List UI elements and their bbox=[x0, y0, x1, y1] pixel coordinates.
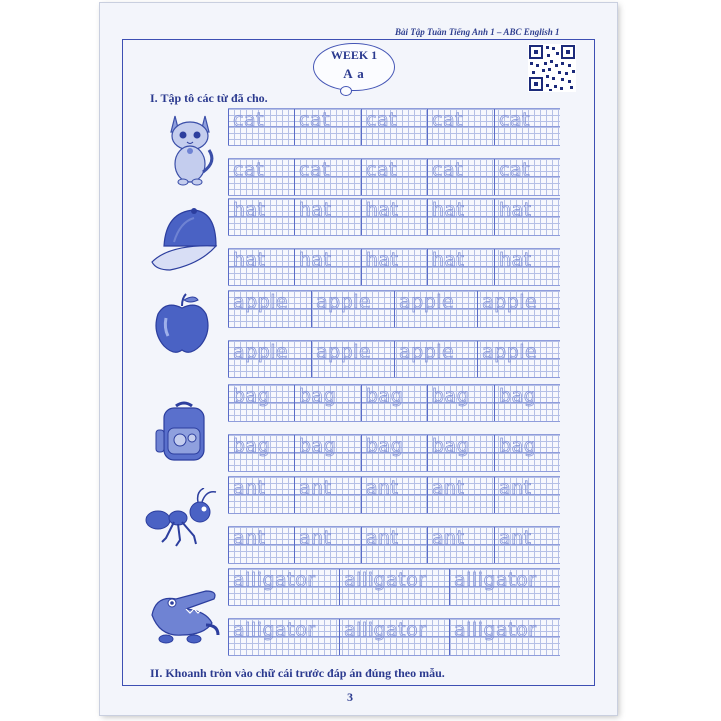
tracing-grid-apple-1 bbox=[228, 290, 560, 328]
apple-icon bbox=[152, 292, 222, 362]
trace-word[interactable]: ant bbox=[299, 527, 332, 549]
trace-word[interactable]: bag bbox=[366, 385, 404, 407]
section-2-title: II. Khoanh tròn vào chữ cái trước đáp án đúng theo mẫu. bbox=[150, 666, 445, 680]
trace-word[interactable]: apple bbox=[233, 341, 289, 363]
trace-word[interactable]: apple bbox=[482, 291, 538, 313]
tracing-grid-hat-1 bbox=[228, 198, 560, 236]
trace-word[interactable]: bag bbox=[299, 435, 337, 457]
tracing-grid-bag-2 bbox=[228, 434, 560, 472]
trace-slot bbox=[311, 291, 395, 327]
trace-word[interactable]: bag bbox=[432, 385, 470, 407]
trace-word[interactable]: bag bbox=[366, 435, 404, 457]
trace-word[interactable]: hat bbox=[233, 249, 266, 271]
trace-slot bbox=[361, 435, 428, 471]
trace-slot bbox=[361, 159, 428, 195]
trace-word[interactable]: cat bbox=[299, 159, 331, 181]
trace-slot bbox=[228, 109, 295, 145]
trace-slot bbox=[494, 109, 561, 145]
trace-slot bbox=[394, 291, 478, 327]
trace-slot bbox=[228, 249, 295, 285]
trace-slot bbox=[449, 569, 561, 605]
trace-slot bbox=[228, 569, 340, 605]
trace-word[interactable]: cat bbox=[366, 109, 398, 131]
page-number: 3 bbox=[347, 690, 353, 704]
backpack-icon bbox=[154, 400, 224, 470]
trace-slot bbox=[294, 527, 361, 563]
trace-slot bbox=[427, 249, 494, 285]
trace-word[interactable]: alligator bbox=[454, 619, 537, 641]
qr-code-graphic bbox=[528, 44, 576, 92]
trace-slot bbox=[494, 435, 561, 471]
trace-slot bbox=[294, 199, 361, 235]
trace-slot bbox=[294, 477, 361, 513]
trace-slot bbox=[228, 477, 295, 513]
trace-word[interactable]: hat bbox=[432, 249, 465, 271]
trace-word[interactable]: cat bbox=[499, 109, 531, 131]
trace-word[interactable]: ant bbox=[233, 477, 266, 499]
trace-slot bbox=[427, 435, 494, 471]
trace-word[interactable]: cat bbox=[499, 159, 531, 181]
trace-slot bbox=[228, 159, 295, 195]
trace-word[interactable]: hat bbox=[499, 199, 532, 221]
trace-word[interactable]: hat bbox=[499, 249, 532, 271]
trace-slot bbox=[361, 109, 428, 145]
trace-word[interactable]: cat bbox=[432, 159, 464, 181]
trace-slot bbox=[294, 435, 361, 471]
trace-word[interactable]: bag bbox=[233, 435, 271, 457]
trace-word[interactable]: ant bbox=[366, 527, 399, 549]
trace-word[interactable]: hat bbox=[366, 199, 399, 221]
trace-word[interactable]: alligator bbox=[344, 619, 427, 641]
tracing-grid-alligator-2 bbox=[228, 618, 560, 656]
trace-slot bbox=[361, 527, 428, 563]
trace-slot bbox=[427, 199, 494, 235]
running-header: Bài Tập Tuần Tiếng Anh 1 – ABC English 1 bbox=[395, 27, 560, 37]
trace-word[interactable]: ant bbox=[499, 527, 532, 549]
trace-word[interactable]: hat bbox=[233, 199, 266, 221]
trace-slot bbox=[361, 249, 428, 285]
trace-slot bbox=[228, 527, 295, 563]
trace-word[interactable]: apple bbox=[316, 291, 372, 313]
trace-slot bbox=[228, 341, 312, 377]
trace-word[interactable]: apple bbox=[482, 341, 538, 363]
trace-word[interactable]: apple bbox=[399, 341, 455, 363]
trace-slot bbox=[228, 199, 295, 235]
trace-word[interactable]: hat bbox=[366, 249, 399, 271]
tracing-grid-bag-1 bbox=[228, 384, 560, 422]
trace-word[interactable]: bag bbox=[499, 435, 537, 457]
trace-word[interactable]: hat bbox=[299, 249, 332, 271]
trace-word[interactable]: hat bbox=[299, 199, 332, 221]
trace-word[interactable]: ant bbox=[299, 477, 332, 499]
tracing-grid-ant-1 bbox=[228, 476, 560, 514]
trace-word[interactable]: bag bbox=[299, 385, 337, 407]
section-1-title: I. Tập tô các từ đã cho. bbox=[150, 91, 268, 105]
trace-slot bbox=[494, 159, 561, 195]
tracing-grid-alligator-1 bbox=[228, 568, 560, 606]
hat-icon bbox=[150, 202, 220, 272]
trace-word[interactable]: alligator bbox=[233, 619, 316, 641]
trace-word[interactable]: cat bbox=[233, 109, 265, 131]
tracing-grid-cat-1 bbox=[228, 108, 560, 146]
trace-word[interactable]: cat bbox=[299, 109, 331, 131]
trace-slot bbox=[228, 385, 295, 421]
trace-slot bbox=[394, 341, 478, 377]
trace-word[interactable]: bag bbox=[499, 385, 537, 407]
trace-slot bbox=[427, 109, 494, 145]
trace-word[interactable]: hat bbox=[432, 199, 465, 221]
trace-slot bbox=[494, 477, 561, 513]
trace-word[interactable]: apple bbox=[399, 291, 455, 313]
tracing-grid-apple-2 bbox=[228, 340, 560, 378]
trace-word[interactable]: ant bbox=[366, 477, 399, 499]
trace-slot bbox=[294, 385, 361, 421]
letter-label: A a bbox=[343, 66, 365, 81]
cat-icon bbox=[157, 106, 227, 176]
trace-slot bbox=[494, 249, 561, 285]
trace-word[interactable]: bag bbox=[432, 435, 470, 457]
ant-icon bbox=[144, 488, 214, 558]
trace-slot bbox=[427, 477, 494, 513]
trace-slot bbox=[294, 159, 361, 195]
trace-slot bbox=[494, 199, 561, 235]
trace-slot bbox=[294, 109, 361, 145]
trace-slot bbox=[427, 159, 494, 195]
trace-word[interactable]: cat bbox=[432, 109, 464, 131]
trace-slot bbox=[311, 341, 395, 377]
trace-word[interactable]: alligator bbox=[344, 569, 427, 591]
trace-slot bbox=[339, 569, 451, 605]
trace-slot bbox=[494, 527, 561, 563]
trace-slot bbox=[361, 385, 428, 421]
alligator-icon bbox=[146, 585, 216, 655]
trace-word[interactable]: apple bbox=[233, 291, 289, 313]
trace-word[interactable]: alligator bbox=[233, 569, 316, 591]
trace-word[interactable]: ant bbox=[432, 527, 465, 549]
trace-word[interactable]: cat bbox=[233, 159, 265, 181]
trace-slot bbox=[427, 527, 494, 563]
tracing-grid-hat-2 bbox=[228, 248, 560, 286]
trace-slot bbox=[294, 249, 361, 285]
qr-code-icon[interactable] bbox=[528, 44, 576, 92]
trace-word[interactable]: ant bbox=[432, 477, 465, 499]
trace-slot bbox=[361, 199, 428, 235]
week-label: WEEK 1 bbox=[330, 48, 378, 62]
trace-slot bbox=[477, 291, 561, 327]
trace-word[interactable]: alligator bbox=[454, 569, 537, 591]
trace-slot bbox=[339, 619, 451, 655]
tracing-grid-cat-2 bbox=[228, 158, 560, 196]
trace-slot bbox=[361, 477, 428, 513]
trace-slot bbox=[449, 619, 561, 655]
tracing-grid-ant-2 bbox=[228, 526, 560, 564]
trace-word[interactable]: cat bbox=[366, 159, 398, 181]
trace-word[interactable]: ant bbox=[233, 527, 266, 549]
trace-slot bbox=[228, 435, 295, 471]
trace-word[interactable]: bag bbox=[233, 385, 271, 407]
trace-word[interactable]: apple bbox=[316, 341, 372, 363]
trace-slot bbox=[494, 385, 561, 421]
trace-slot bbox=[228, 619, 340, 655]
trace-slot bbox=[228, 291, 312, 327]
trace-slot bbox=[427, 385, 494, 421]
trace-slot bbox=[477, 341, 561, 377]
trace-word[interactable]: ant bbox=[499, 477, 532, 499]
